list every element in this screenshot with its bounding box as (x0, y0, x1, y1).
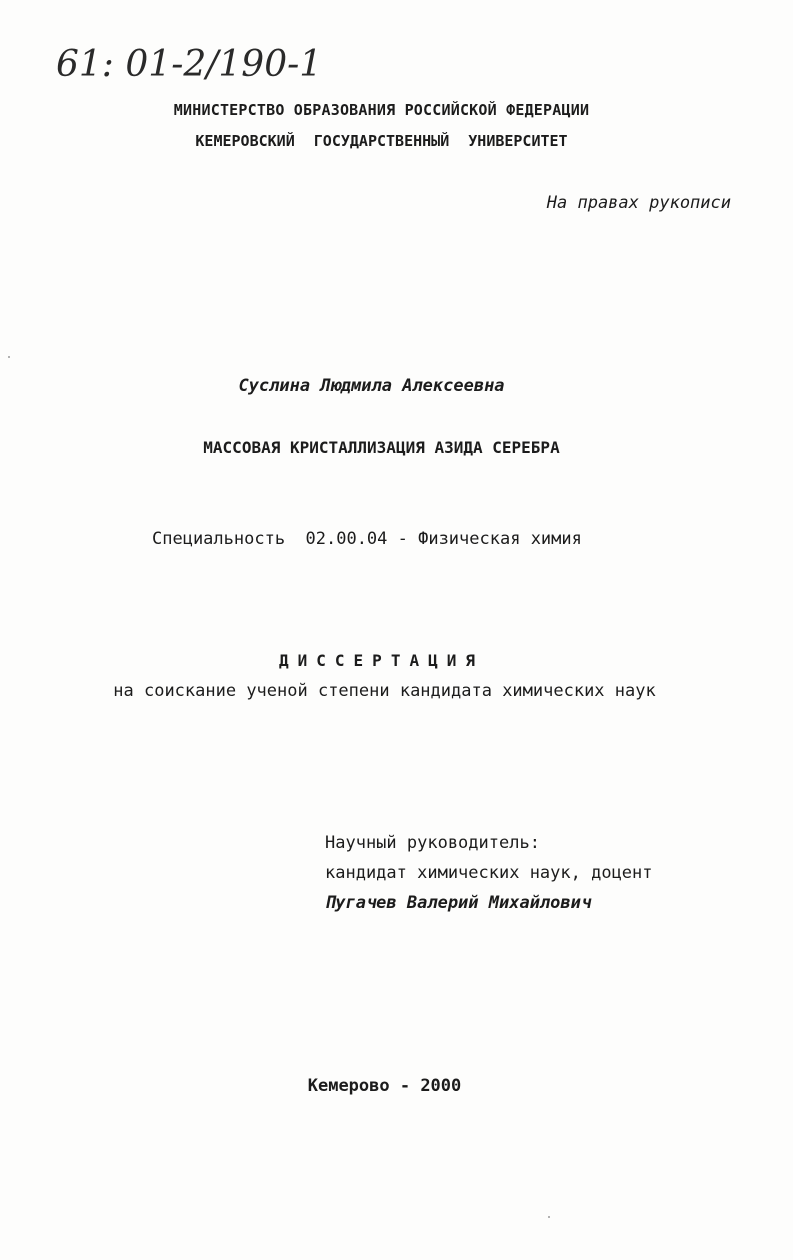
handwritten-archive-code (52, 30, 452, 100)
manuscript-note: На правах рукописи (546, 193, 731, 213)
scan-speck (548, 1216, 550, 1218)
university-heading: КЕМЕРОВСКИЙ ГОСУДАРСТВЕННЫЙ УНИВЕРСИТЕТ (195, 132, 568, 150)
scan-speck (8, 356, 10, 358)
dissertation-heading: ДИССЕРТАЦИЯ (279, 651, 484, 670)
city-year: Кемерово - 2000 (307, 1076, 462, 1096)
degree-line: на соискание ученой степени кандидата химических наук (113, 681, 656, 701)
supervisor-rank: кандидат химических наук, доцент (325, 863, 653, 883)
handwritten-note-text: 61: 01-2/190-1 (56, 44, 323, 85)
dissertation-title: МАССОВАЯ КРИСТАЛЛИЗАЦИЯ АЗИДА СЕРЕБРА (203, 438, 560, 457)
ministry-heading: МИНИСТЕРСТВО ОБРАЗОВАНИЯ РОССИЙСКОЙ ФЕДЕРАЦИИ (173, 101, 590, 119)
supervisor-name: Пугачев Валерий Михайлович (325, 893, 592, 913)
specialty-line: Специальность 02.00.04 - Физическая химия (152, 529, 582, 549)
supervisor-label: Научный руководитель: (325, 833, 540, 853)
author-name: Суслина Людмила Алексеевна (238, 376, 505, 396)
